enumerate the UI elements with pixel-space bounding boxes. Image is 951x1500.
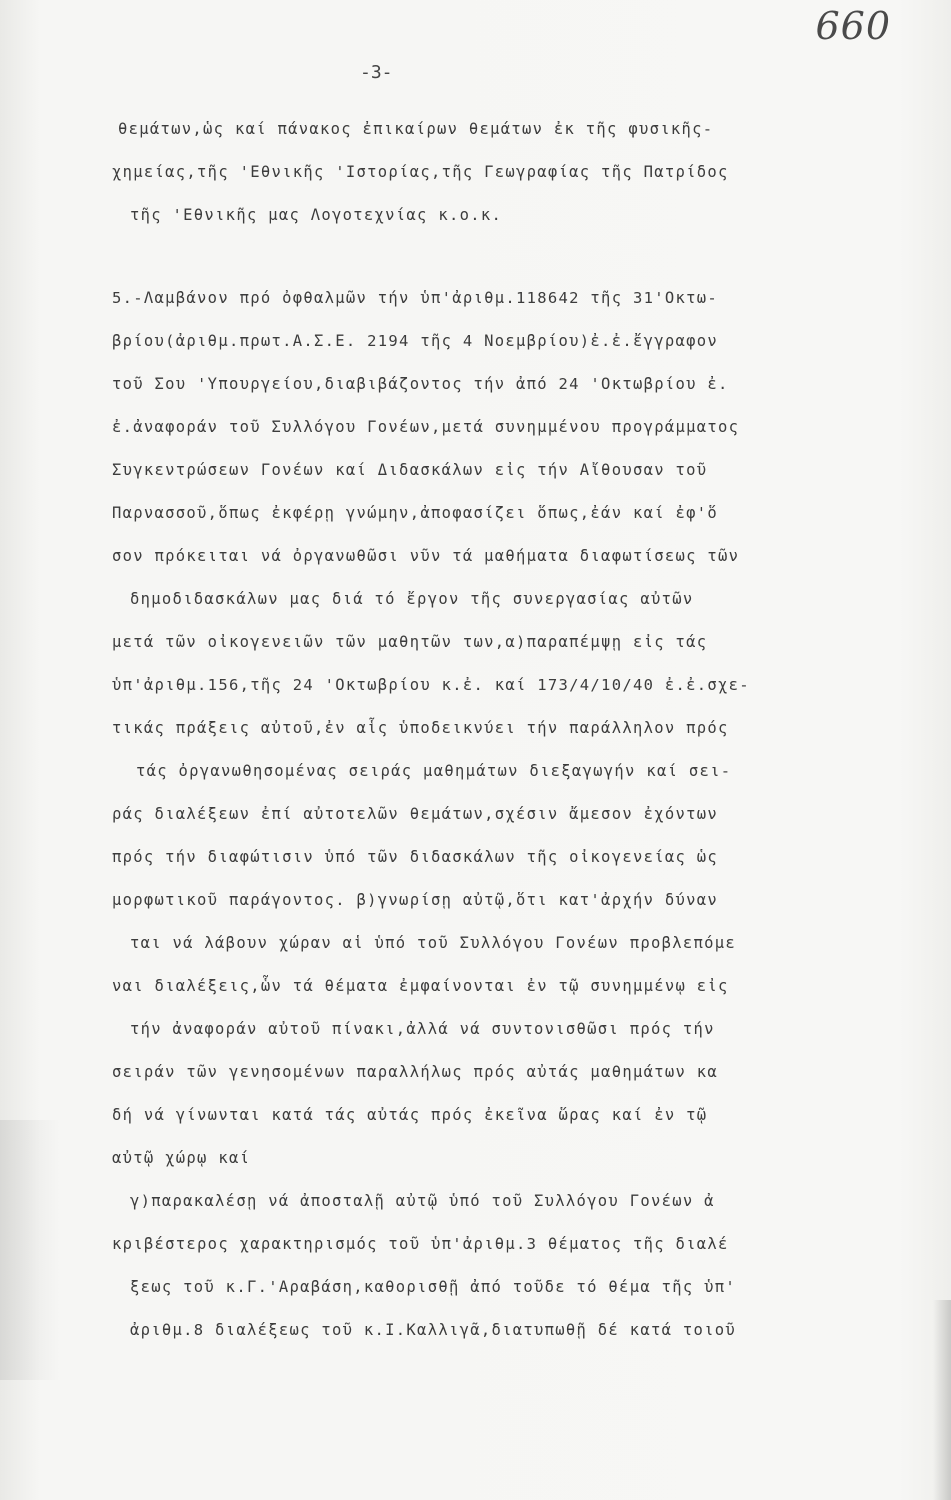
text-line: ἀριθμ.8 διαλέξεως τοῦ κ.Ι.Καλλιγᾶ,διατυπωθῇ δέ κατά τοιοῦ [130, 1321, 737, 1339]
text-line: δή νά γίνωνται κατά τάς αὐτάς πρός ἐκεῖνα ὥρας καί ἐν τῷ [112, 1106, 708, 1124]
text-line: σον πρόκειται νά ὀργανωθῶσι νῦν τά μαθήματα διαφωτίσεως τῶν [112, 547, 740, 565]
text-line: μετά τῶν οἰκογενειῶν τῶν μαθητῶν των,α)παραπέμψῃ εἰς τάς [112, 633, 708, 651]
text-line: ται νά λάβουν χώραν αἱ ὑπό τοῦ Συλλόγου Γονέων προβλεπόμε [130, 934, 737, 952]
blank-line [112, 237, 902, 277]
text-line: τήν ἀναφοράν αὐτοῦ πίνακι,ἀλλά νά συντονισθῶσι πρός τήν [130, 1020, 715, 1038]
page-number: -3- [360, 62, 393, 83]
scan-shadow-left [0, 1120, 60, 1380]
text-line: Παρνασσοῦ,ὅπως ἐκφέρῃ γνώμην,ἀποφασίζει ὅπως,ἐάν καί ἐφ'ὅ [112, 504, 719, 522]
text-line: δημοδιδασκάλων μας διά τό ἔργον τῆς συνεργασίας αὐτῶν [130, 590, 694, 608]
text-line: μορφωτικοῦ παράγοντος. β)γνωρίσῃ αὐτῷ,ὅτι κατ'ἀρχήν δύναν [112, 891, 719, 909]
text-line: χημείας,τῆς 'Εθνικῆς 'Ιστορίας,τῆς Γεωγραφίας τῆς Πατρίδος [112, 163, 729, 181]
archive-number: 660 [815, 4, 891, 48]
body-text [112, 108, 902, 1352]
text-line: κριβέστερος χαρακτηρισμός τοῦ ὑπ'ἀριθμ.3 θέματος τῆς διαλέ [112, 1235, 729, 1253]
text-line: σειράν τῶν γενησομένων παραλλήλως πρός αὐτάς μαθημάτων κα [112, 1063, 719, 1081]
text-line: ὑπ'ἀριθμ.156,τῆς 24 'Οκτωβρίου κ.ἐ. καί 173/4/10/40 ἐ.ἐ.σχε- [112, 676, 750, 694]
text-line: ξεως τοῦ κ.Γ.'Αραβάση,καθορισθῇ ἀπό τοῦδε τό θέμα τῆς ὑπ' [130, 1278, 737, 1296]
text-line: βρίου(ἀριθμ.πρωτ.Α.Σ.Ε. 2194 τῆς 4 Νοεμβρίου)ἐ.ἐ.ἔγγραφον [112, 332, 719, 350]
scan-shadow-right [933, 1300, 951, 1500]
text-line: πρός τήν διαφώτισιν ὑπό τῶν διδασκάλων τῆς οἰκογενείας ὡς [112, 848, 719, 866]
text-line: τῆς 'Εθνικῆς μας Λογοτεχνίας κ.ο.κ. [130, 206, 503, 224]
text-line: τάς ὀργανωθησομένας σειράς μαθημάτων διεξαγωγήν καί σει- [136, 762, 732, 780]
text-line: αὐτῷ χώρῳ καί [112, 1149, 251, 1167]
text-line: 5.-Λαμβάνον πρό ὀφθαλμῶν τήν ὑπ'ἀριθμ.118642 τῆς 31'Οκτω- [112, 289, 719, 307]
text-line: ἐ.ἀναφοράν τοῦ Συλλόγου Γονέων,μετά συνημμένου προγράμματος [112, 418, 740, 436]
text-line: γ)παρακαλέσῃ νά ἀποσταλῇ αὐτῷ ὑπό τοῦ Συλλόγου Γονέων ἀ [130, 1192, 715, 1210]
text-line: ναι διαλέξεις,ὧν τά θέματα ἐμφαίνονται ἐν τῷ συνημμένῳ εἰς [112, 977, 729, 995]
text-line: ράς διαλέξεων ἐπί αὐτοτελῶν θεμάτων,σχέσιν ἄμεσον ἐχόντων [112, 805, 719, 823]
text-line: θεμάτων,ὡς καί πάνακος ἐπικαίρων θεμάτων ἐκ τῆς φυσικῆς- [118, 120, 714, 138]
text-line: Συγκεντρώσεων Γονέων καί Διδασκάλων εἰς τήν Αἴθουσαν τοῦ [112, 461, 708, 479]
text-line: τικάς πράξεις αὐτοῦ,ἐν αἷς ὑποδεικνύει τήν παράλληλον πρός [112, 719, 729, 737]
text-line: τοῦ Σου 'Υπουργείου,διαβιβάζοντος τήν ἀπό 24 'Οκτωβρίου ἐ. [112, 375, 729, 393]
